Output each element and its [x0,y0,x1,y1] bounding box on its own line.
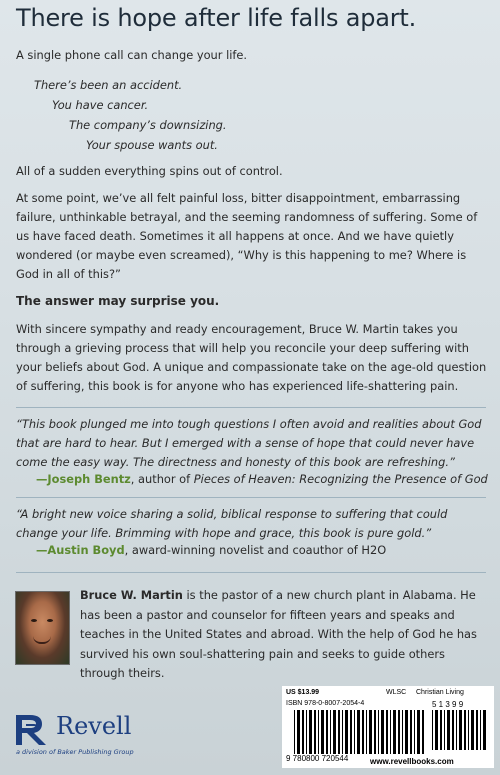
revell-logo-icon [12,711,52,747]
quote-2-author: Austin Boyd [47,543,125,557]
answer-line: The answer may surprise you. [16,294,220,308]
ean-digits: 9 780800 720544 [286,754,349,763]
addon-barcode [432,710,486,750]
headline: There is hope after life falls apart. [16,4,417,32]
category: Christian Living [416,689,464,696]
addon-digits: 5 1 3 9 9 [432,700,464,709]
barcode-label [282,686,494,768]
spin-text: All of a sudden everything spins out of control. [16,164,283,178]
price: US $13.99 [286,689,320,696]
italic-line-1: There’s been an accident. [34,78,183,92]
publisher-url: www.revellbooks.com [370,757,454,766]
quote-1-attribution: —Joseph Bentz, author of Pieces of Heaven: Recognizing the Presence of God [36,472,488,486]
quote-1-author: Joseph Bentz [47,472,131,486]
intro-text: A single phone call can change your life. [16,48,248,62]
paragraph-1: At some point, we’ve all felt painful loss, bitter disappointment, embarrassing failure, unthinkable betrayal, and the seeming randomness of suffering. Some of us have faced death. Sometimes it all happens at once. And we have quietly wondered (or maybe even screamed), “Why is this happening to me? Where is God in all of this?” [16,191,478,281]
quote-1: “This book plunged me into tough questions I often avoid and realities about God that are hard to hear. But I emerged with a sense of hope that could never have come the easy way. The directness and honesty of this book are refreshing.” [16,417,482,469]
divider-3 [16,572,486,573]
publisher-name: Revell [56,712,132,740]
quote-2-attribution: —Austin Boyd, award-winning novelist and coauthor of H2O [36,543,387,557]
italic-line-2: You have cancer. [52,98,149,112]
author-bio: Bruce W. Martin is the pastor of a new church plant in Alabama. He has been a pastor and counselor for fifteen years and speaks and teaches in the United States and abroad. With the help of God he has survived his own soul-shattering pain and seeks to guide others through theirs. [80,588,477,680]
quote-2: “A bright new voice sharing a solid, biblical response to suffering that could change your life. Brimming with hope and grace, this book is pure gold.” [16,507,448,540]
divider-2 [16,497,486,498]
divider-1 [16,407,486,408]
paragraph-2: With sincere sympathy and ready encouragement, Bruce W. Martin takes you through a grieving process that will help you reconcile your deep suffering with your beliefs about God. A unique and compassionate take on the age-old question of suffering, this book is for anyone who has experienced life-shattering pain. [16,322,487,393]
publisher-division: a division of Baker Publishing Group [16,748,134,756]
wlsc-code: WLSC [386,689,407,696]
ean-barcode [294,710,428,754]
italic-line-3: The company’s downsizing. [69,118,227,132]
isbn: ISBN 978-0-8007-2054-4 [286,700,365,707]
author-name: Bruce W. Martin [80,588,183,602]
italic-line-4: Your spouse wants out. [86,138,218,152]
author-photo [15,591,70,665]
